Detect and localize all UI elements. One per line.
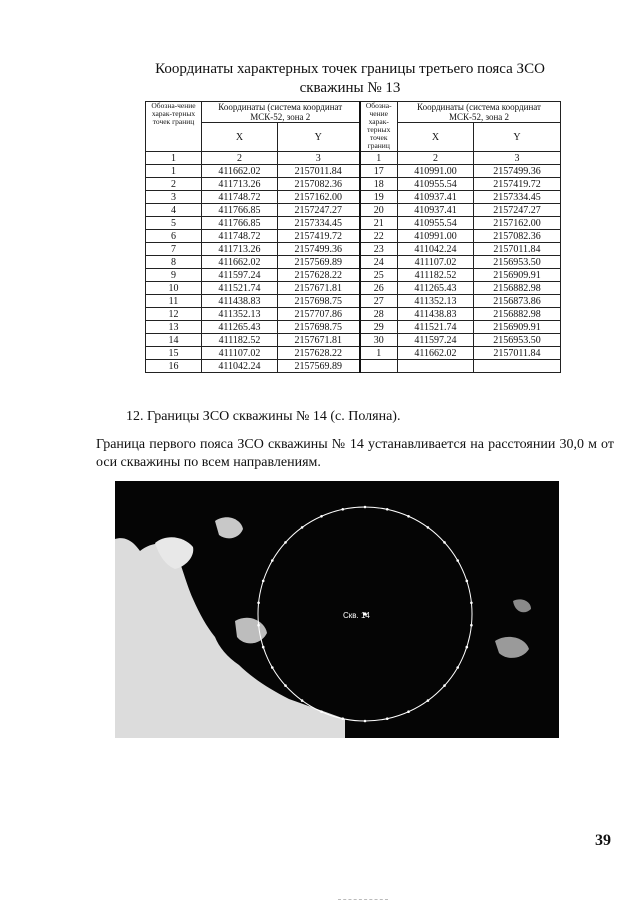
header-x-right: X — [398, 123, 474, 152]
column-number: 3 — [474, 152, 561, 165]
boundary-point — [364, 720, 367, 723]
table-cell: 25 — [360, 269, 398, 282]
boundary-point — [470, 624, 473, 627]
table-cell: 2 — [146, 178, 202, 191]
table-row — [146, 308, 561, 321]
boundary-point — [301, 699, 304, 702]
table-cell: 11 — [146, 295, 202, 308]
table-cell: 411766.85 — [202, 217, 278, 230]
boundary-point — [456, 559, 459, 562]
boundary-point — [466, 646, 469, 649]
table-cell: 2157628.22 — [278, 269, 360, 282]
column-number: 1 — [360, 152, 398, 165]
table-row — [146, 269, 561, 282]
page-title — [140, 60, 560, 98]
table-cell: 27 — [360, 295, 398, 308]
table-cell: 8 — [146, 256, 202, 269]
table-column-number-row — [146, 152, 561, 165]
table-cell: 2157247.27 — [278, 204, 360, 217]
boundary-point — [456, 666, 459, 669]
boundary-point — [407, 515, 410, 518]
boundary-point — [262, 580, 265, 583]
boundary-point — [427, 526, 430, 529]
well-label: Скв. 14 — [343, 611, 370, 620]
table-cell: 2156882.98 — [474, 282, 561, 295]
table-cell: 410991.00 — [398, 230, 474, 243]
column-number: 2 — [202, 152, 278, 165]
table-cell: 2157011.84 — [278, 165, 360, 178]
boundary-point — [407, 710, 410, 713]
table-cell: 411182.52 — [398, 269, 474, 282]
table-cell: 2157334.45 — [278, 217, 360, 230]
boundary-point — [301, 526, 304, 529]
table-row — [146, 347, 561, 360]
table-cell: 10 — [146, 282, 202, 295]
table-cell: 411597.24 — [398, 334, 474, 347]
table-cell: 2157671.81 — [278, 334, 360, 347]
boundary-point — [257, 602, 260, 605]
table-cell: 411352.13 — [202, 308, 278, 321]
table-cell: 26 — [360, 282, 398, 295]
table-row — [146, 165, 561, 178]
table-cell: 5 — [146, 217, 202, 230]
boundary-point — [443, 684, 446, 687]
table-cell: 411438.83 — [202, 295, 278, 308]
header-x: X — [202, 123, 278, 152]
table-row — [146, 295, 561, 308]
table-cell: 411042.24 — [202, 360, 278, 373]
table-cell: 411748.72 — [202, 230, 278, 243]
table-row — [146, 360, 561, 373]
table-cell: 2156882.98 — [474, 308, 561, 321]
table-cell: 411521.74 — [202, 282, 278, 295]
table-cell: 411438.83 — [398, 308, 474, 321]
table-cell: 411107.02 — [398, 256, 474, 269]
table-cell: 2156873.86 — [474, 295, 561, 308]
column-number: 3 — [278, 152, 360, 165]
boundary-point — [271, 559, 274, 562]
table-header-row — [146, 102, 561, 123]
table-row — [146, 282, 561, 295]
table-cell: 411713.26 — [202, 243, 278, 256]
table-cell: 411662.02 — [202, 256, 278, 269]
table-cell: 411521.74 — [398, 321, 474, 334]
table-cell: 2157334.45 — [474, 191, 561, 204]
table-cell: 2156953.50 — [474, 334, 561, 347]
table-cell: 410955.54 — [398, 178, 474, 191]
header-point-label: Обозна-чение харак-терных точек границ — [146, 102, 202, 152]
table-cell — [360, 360, 398, 373]
table-cell: 2157162.00 — [278, 191, 360, 204]
table-cell: 2156909.91 — [474, 321, 561, 334]
header-point-label-right: Обозна-чение харак-терных точек границ — [360, 102, 398, 152]
table-cell: 7 — [146, 243, 202, 256]
table-cell: 410937.41 — [398, 204, 474, 217]
table-cell: 2157419.72 — [474, 178, 561, 191]
table-cell: 411713.26 — [202, 178, 278, 191]
boundary-point — [427, 699, 430, 702]
table-body — [146, 165, 561, 373]
boundary-point — [284, 684, 287, 687]
table-cell: 2157499.36 — [278, 243, 360, 256]
table-cell: 23 — [360, 243, 398, 256]
table-cell: 2157569.89 — [278, 360, 360, 373]
boundary-point — [271, 666, 274, 669]
table-cell: 14 — [146, 334, 202, 347]
table-cell: 2157247.27 — [474, 204, 561, 217]
table-cell: 6 — [146, 230, 202, 243]
header-y-right: Y — [474, 123, 561, 152]
table-row — [146, 334, 561, 347]
table-cell: 28 — [360, 308, 398, 321]
table-header-xy-row — [146, 123, 561, 152]
table-cell: 2156953.50 — [474, 256, 561, 269]
table-cell: 411182.52 — [202, 334, 278, 347]
table-row — [146, 243, 561, 256]
table-cell: 2157698.75 — [278, 295, 360, 308]
boundary-point — [466, 580, 469, 583]
table-row — [146, 204, 561, 217]
table-cell: 2156909.91 — [474, 269, 561, 282]
table-cell: 1 — [360, 347, 398, 360]
table-cell: 9 — [146, 269, 202, 282]
table-row — [146, 217, 561, 230]
table-cell: 19 — [360, 191, 398, 204]
coordinates-table — [145, 101, 561, 373]
table-cell: 30 — [360, 334, 398, 347]
table-cell — [474, 360, 561, 373]
table-cell: 2157499.36 — [474, 165, 561, 178]
table-cell: 2157671.81 — [278, 282, 360, 295]
table-row — [146, 191, 561, 204]
table-cell: 411352.13 — [398, 295, 474, 308]
column-number: 2 — [398, 152, 474, 165]
table-cell: 411042.24 — [398, 243, 474, 256]
table-cell: 3 — [146, 191, 202, 204]
section-title: 12. Границы ЗСО скважины № 14 (с. Поляна). — [126, 409, 401, 424]
table-cell: 2157628.22 — [278, 347, 360, 360]
table-cell: 411748.72 — [202, 191, 278, 204]
table-cell: 2157707.86 — [278, 308, 360, 321]
table-cell: 29 — [360, 321, 398, 334]
table-cell: 410991.00 — [398, 165, 474, 178]
table-cell: 16 — [146, 360, 202, 373]
boundary-point — [342, 508, 345, 511]
table-cell: 18 — [360, 178, 398, 191]
boundary-point — [320, 515, 323, 518]
boundary-point — [364, 506, 367, 509]
table-cell: 2157011.84 — [474, 347, 561, 360]
boundary-point — [257, 624, 260, 627]
table-cell: 2157698.75 — [278, 321, 360, 334]
table-cell: 2157419.72 — [278, 230, 360, 243]
table-cell: 410937.41 — [398, 191, 474, 204]
title-line-1: Координаты характерных точек границы третьего пояса ЗСО — [155, 61, 545, 77]
table-cell: 411265.43 — [398, 282, 474, 295]
boundary-point — [443, 541, 446, 544]
section-paragraph: Граница первого пояса ЗСО скважины № 14 устанавливается на расстоянии 30,0 м от оси скважины по всем направлениям. — [96, 437, 614, 470]
boundary-point — [386, 508, 389, 511]
table-row — [146, 321, 561, 334]
scan-artifact-line — [338, 899, 388, 901]
boundary-point — [470, 602, 473, 605]
table-cell: 2157162.00 — [474, 217, 561, 230]
boundary-point — [342, 717, 345, 720]
table-cell: 411597.24 — [202, 269, 278, 282]
page-number: 39 — [595, 832, 611, 849]
map-drawing — [115, 481, 559, 738]
table-cell: 2157569.89 — [278, 256, 360, 269]
table-cell: 411766.85 — [202, 204, 278, 217]
table-cell: 24 — [360, 256, 398, 269]
well-zone-map — [115, 481, 559, 738]
table-cell: 2157082.36 — [474, 230, 561, 243]
table-cell: 411265.43 — [202, 321, 278, 334]
table-cell: 1 — [146, 165, 202, 178]
table-cell: 20 — [360, 204, 398, 217]
table-cell: 13 — [146, 321, 202, 334]
table-row — [146, 178, 561, 191]
table-cell: 410955.54 — [398, 217, 474, 230]
boundary-point — [320, 710, 323, 713]
table-row — [146, 230, 561, 243]
table-cell — [398, 360, 474, 373]
table-cell: 22 — [360, 230, 398, 243]
table-cell: 411662.02 — [202, 165, 278, 178]
boundary-point — [386, 717, 389, 720]
boundary-point — [284, 541, 287, 544]
header-y: Y — [278, 123, 360, 152]
table-cell: 2157011.84 — [474, 243, 561, 256]
table-cell: 2157082.36 — [278, 178, 360, 191]
title-line-2: скважины № 13 — [299, 80, 401, 96]
table-cell: 12 — [146, 308, 202, 321]
table-cell: 21 — [360, 217, 398, 230]
table-cell: 411107.02 — [202, 347, 278, 360]
column-number: 1 — [146, 152, 202, 165]
table-cell: 4 — [146, 204, 202, 217]
header-coordinate-system-right: Координаты (система координат МСК-52, зона 2 — [398, 102, 561, 123]
table-cell: 17 — [360, 165, 398, 178]
table-cell: 411662.02 — [398, 347, 474, 360]
boundary-point — [262, 646, 265, 649]
table-row — [146, 256, 561, 269]
header-coordinate-system: Координаты (система координат МСК-52, зона 2 — [202, 102, 360, 123]
table-cell: 15 — [146, 347, 202, 360]
